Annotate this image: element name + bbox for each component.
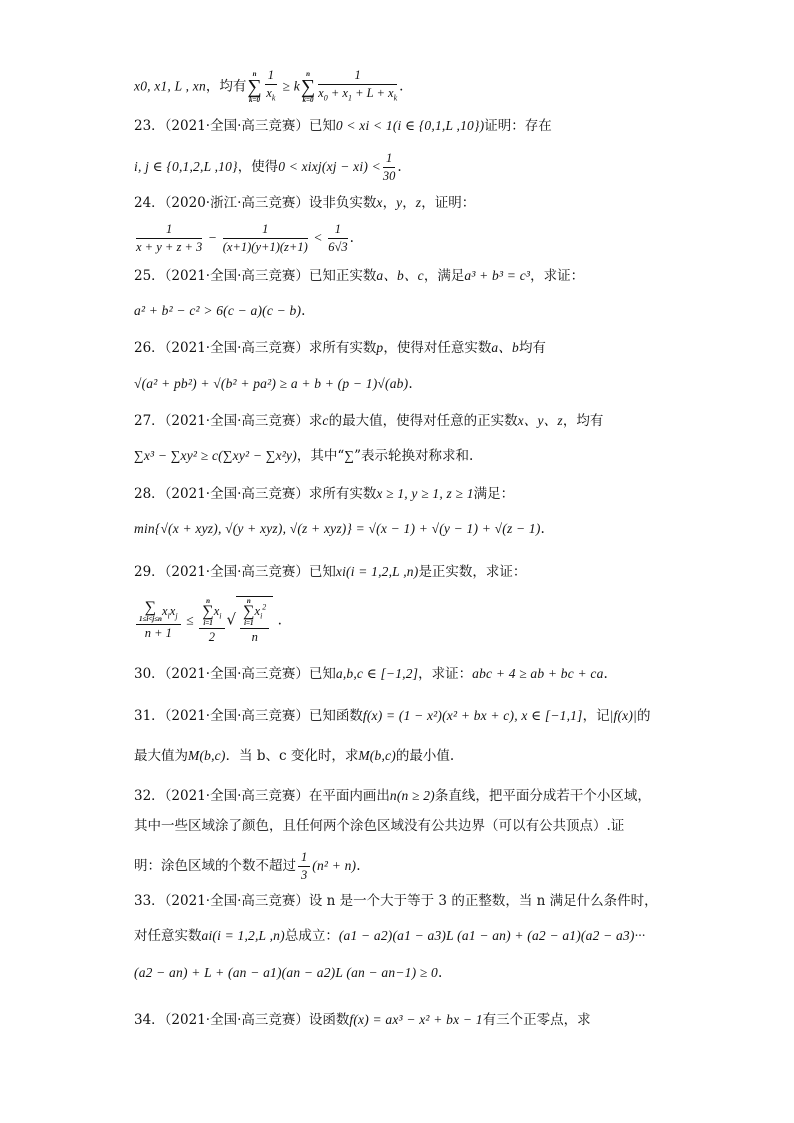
fraction: $\frac{1}{6√3}$ bbox=[328, 222, 348, 254]
math-expr: i, j ∈ {0,1,2,L ,10} bbox=[134, 159, 238, 174]
fraction: n ∑ i=1 $x_i^2$ n bbox=[240, 597, 269, 645]
text: 证明：存在 bbox=[484, 118, 552, 134]
question-text: 23．（2021·全国·高三竞赛）已知 bbox=[134, 118, 336, 134]
question-30: 30．（2021·全国·高三竞赛）已知a,b,c ∈ [−1,2]，求证：abc + 4 ≥ ab + bc + ca. bbox=[134, 666, 608, 682]
question-25-line-1: 25．（2021·全国·高三竞赛）已知正实数a、b、c，满足a³ + b³ = c³，求证： bbox=[134, 268, 585, 284]
fraction: $\frac{1}{(x+1)(y+1)(z+1)}$ bbox=[222, 222, 308, 254]
question-26-line-1: 26．（2021·全国·高三竞赛）求所有实数p，使得对任意实数a、b均有 bbox=[134, 340, 546, 356]
question-31-line-2: 最大值为M(b,c)．当 b、c 变化时，求M(b,c)的最小值. bbox=[134, 748, 455, 764]
question-text: 31．（2021·全国·高三竞赛）已知函数 bbox=[134, 708, 363, 724]
question-text: 30．（2021·全国·高三竞赛）已知 bbox=[134, 666, 336, 682]
question-text: 24．（2020·浙江·高三竞赛）设非负实数 bbox=[134, 195, 377, 211]
question-24-line-2: $\frac{1}{x + y + z + 3}$ − $\frac{1}{(x+1)(y+1)(z+1)}$ < $\frac{1}{6√3}$ . bbox=[136, 222, 354, 254]
sum-symbol: n ∑ k=0 bbox=[300, 69, 316, 104]
question-34: 34．（2021·全国·高三竞赛）设函数f(x) = ax³ − x² + bx − 1有三个正零点，求 bbox=[134, 1012, 591, 1028]
question-text: 28．（2021·全国·高三竞赛）求所有实数 bbox=[134, 486, 377, 502]
question-25-line-2: a² + b² − c² > 6(c − a)(c − b). bbox=[134, 303, 306, 319]
question-32-line-2: 其中一些区域涂了颜色，且任何两个涂色区域没有公共边界（可以有公共顶点）.证 bbox=[134, 818, 625, 834]
question-27-line-1: 27．（2021·全国·高三竞赛）求c的最大值，使得对任意的正实数x、y、z，均有 bbox=[134, 413, 604, 429]
math-expr: 0 < xi < 1(i ∈ {0,1,L ,10}) bbox=[335, 118, 485, 133]
question-text: 33．（2021·全国·高三竞赛）设 n 是一个大于等于 3 的正整数，当 n 满足什么条件时， bbox=[134, 893, 658, 909]
text: ，均有 bbox=[205, 78, 247, 95]
question-33-line-2: 对任意实数ai(i = 1,2,L ,n)总成立：(a1 − a2)(a1 − a3)L (a1 − an) + (a2 − a1)(a2 − a3)··· bbox=[134, 928, 646, 944]
continuation-line: x0, x1, L , xn，均有 n ∑ k=0 $\frac{1}{x_k}$ ≥ k n ∑ k=0 $\frac{1}{x_0 + x_1 + L + x_k}$ . bbox=[134, 68, 404, 104]
fraction: n ∑ i=1 $x_i$ 2 bbox=[199, 597, 224, 645]
question-33-line-1 bbox=[134, 891, 658, 911]
question-32-line-3: 明：涂色区域的个数不超过 $\frac{1}{3}$ (n² + n). bbox=[134, 850, 361, 882]
question-text: 25．（2021·全国·高三竞赛）已知正实数 bbox=[134, 268, 377, 284]
fraction: ∑ 1≤i<j≤n $x_ix_j$ n + 1 bbox=[136, 601, 181, 641]
fraction: $\frac{1}{30}$ bbox=[382, 151, 396, 183]
fraction: $\frac{1}{3}$ bbox=[298, 850, 310, 883]
question-32-line-1: 32．（2021·全国·高三竞赛）在平面内画出n(n ≥ 2)条直线，把平面分成若干个小区域， bbox=[134, 788, 651, 804]
question-26-line-2: √(a² + pb²) + √(b² + pa²) ≥ a + b + (p − 1)√(ab). bbox=[134, 376, 413, 392]
question-text: 26．（2021·全国·高三竞赛）求所有实数 bbox=[134, 340, 377, 356]
fraction: $\frac{1}{x_k}$ bbox=[266, 68, 276, 103]
question-28-line-2: min{√(x + xyz), √(y + xyz), √(z + xyz)} = √(x − 1) + √(y − 1) + √(z − 1). bbox=[134, 521, 545, 537]
sum-symbol: n ∑ k=0 bbox=[247, 69, 262, 104]
question-29-line-1: 29．（2021·全国·高三竞赛）已知xi(i = 1,2,L ,n)是正实数，求证： bbox=[134, 564, 527, 580]
question-29-formula: ∑ 1≤i<j≤n $x_ix_j$ n + 1 ≤ n ∑ i=1 $x_i$ 2 √ n ∑ i=1 $x_i^2$ n . bbox=[134, 596, 282, 645]
question-27-line-2: ∑x³ − ∑xy² ≥ c(∑xy² − ∑x²y)，其中“∑”表示轮换对称求和. bbox=[134, 448, 474, 464]
question-28-line-1: 28．（2021·全国·高三竞赛）求所有实数x ≥ 1, y ≥ 1, z ≥ 1满足： bbox=[134, 486, 515, 502]
question-23-line-2: i, j ∈ {0,1,2,L ,10}，使得0 < xixj(xj − xi) < $\frac{1}{30}$ . bbox=[134, 151, 402, 183]
fraction: $\frac{1}{x_0 + x_1 + L + x_k}$ bbox=[318, 68, 398, 103]
question-24-line-1: 24．（2020·浙江·高三竞赛）设非负实数x，y，z，证明： bbox=[134, 195, 476, 211]
question-text: 27．（2021·全国·高三竞赛）求 bbox=[134, 413, 323, 429]
question-text: 34．（2021·全国·高三竞赛）设函数 bbox=[134, 1012, 350, 1028]
math-expr: 0 < xixj(xj − xi) < bbox=[278, 159, 381, 174]
math-expr: x0, x1, L , xn bbox=[134, 78, 206, 94]
question-31-line-1: 31．（2021·全国·高三竞赛）已知函数f(x) = (1 − x²)(x² + bx + c), x ∈ [−1,1]，记|f(x)|的 bbox=[134, 708, 651, 724]
period: . bbox=[399, 78, 404, 95]
question-33-line-3: (a2 − an) + L + (an − a1)(an − a2)L (an − an−1) ≥ 0. bbox=[134, 965, 443, 981]
question-text: 29．（2021·全国·高三竞赛）已知 bbox=[134, 564, 336, 580]
text: ，使得 bbox=[237, 159, 279, 175]
fraction: $\frac{1}{x + y + z + 3}$ bbox=[136, 222, 203, 254]
question-text: 32．（2021·全国·高三竞赛）在平面内画出 bbox=[134, 788, 390, 804]
question-23-line-1 bbox=[134, 116, 552, 136]
